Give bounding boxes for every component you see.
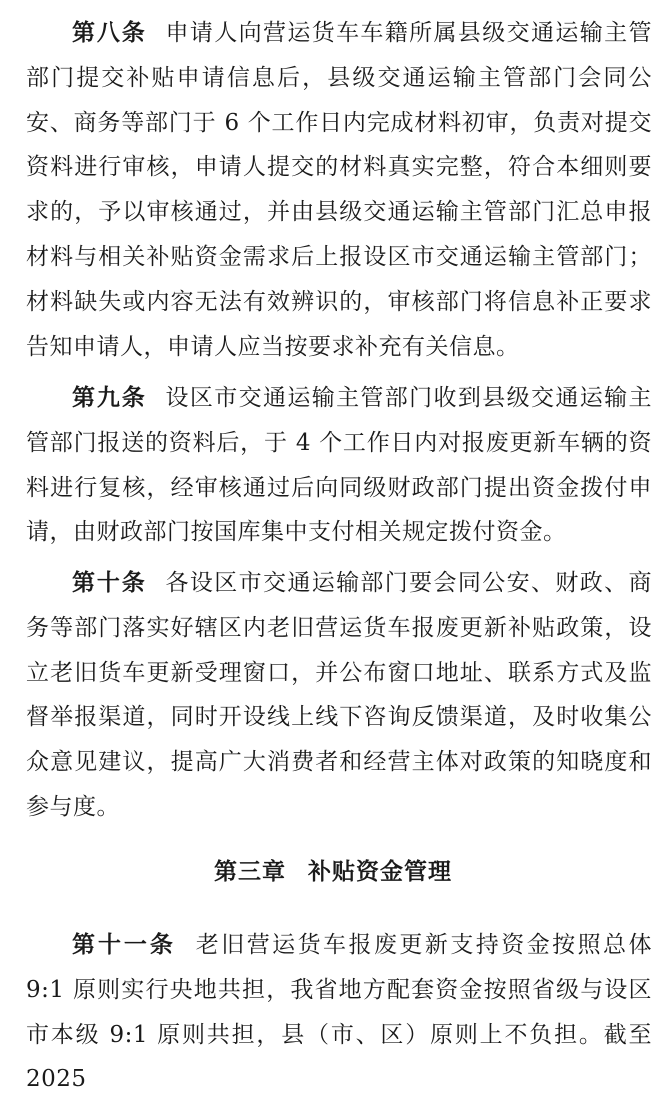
article-11 [26,923,652,1102]
article-10-text: 各设区市交通运输部门要会同公安、财政、商务等部门落实好辖区内老旧营运货车报废更新补贴政策，设立老旧货车更新受理窗口，并公布窗口地址、联系方式及监督举报渠道，同时开设线上线下咨询反馈渠道，及时收集公众意见建议，提高广大消费者和经营主体对政策的知晓度和参与度。 [26,570,653,820]
article-11-label: 第十一条 [72,932,176,958]
article-8-label: 第八条 [72,20,147,46]
article-9 [26,376,652,555]
article-10-label: 第十条 [72,570,147,596]
chapter-heading [0,852,666,892]
article-10 [26,561,652,830]
chapter-number: 第三章 [214,859,286,885]
article-11-text: 老旧营运货车报废更新支持资金按照总体 9:1 原则实行央地共担，我省地方配套资金按照省级与设区市本级 9:1 原则共担，县（市、区）原则上不负担。截至 2025 [26,932,653,1093]
article-8-text: 申请人向营运货车车籍所属县级交通运输主管部门提交补贴申请信息后，县级交通运输主管部门会同公安、商务等部门于 6 个工作日内完成材料初审，负责对提交资料进行审核，申请人提交的材料真实完整，符合本细则要求的，予以审核通过，并由县级交通运输主管部门汇总申报材料与相关补贴资金需求后上报设区市交通运输主管部门；材料缺失或内容无法有效辨识的，审核部门将信息补正要求告知申请人，申请人应当按要求补充有关信息。 [26,20,653,360]
article-9-text: 设区市交通运输主管部门收到县级交通运输主管部门报送的资料后，于 4 个工作日内对报废更新车辆的资料进行复核，经审核通过后向同级财政部门提出资金拨付申请，由财政部门按国库集中支付相关规定拨付资金。 [26,385,653,546]
chapter-title: 补贴资金管理 [308,859,452,885]
article-8 [26,11,652,369]
article-9-label: 第九条 [72,385,147,411]
